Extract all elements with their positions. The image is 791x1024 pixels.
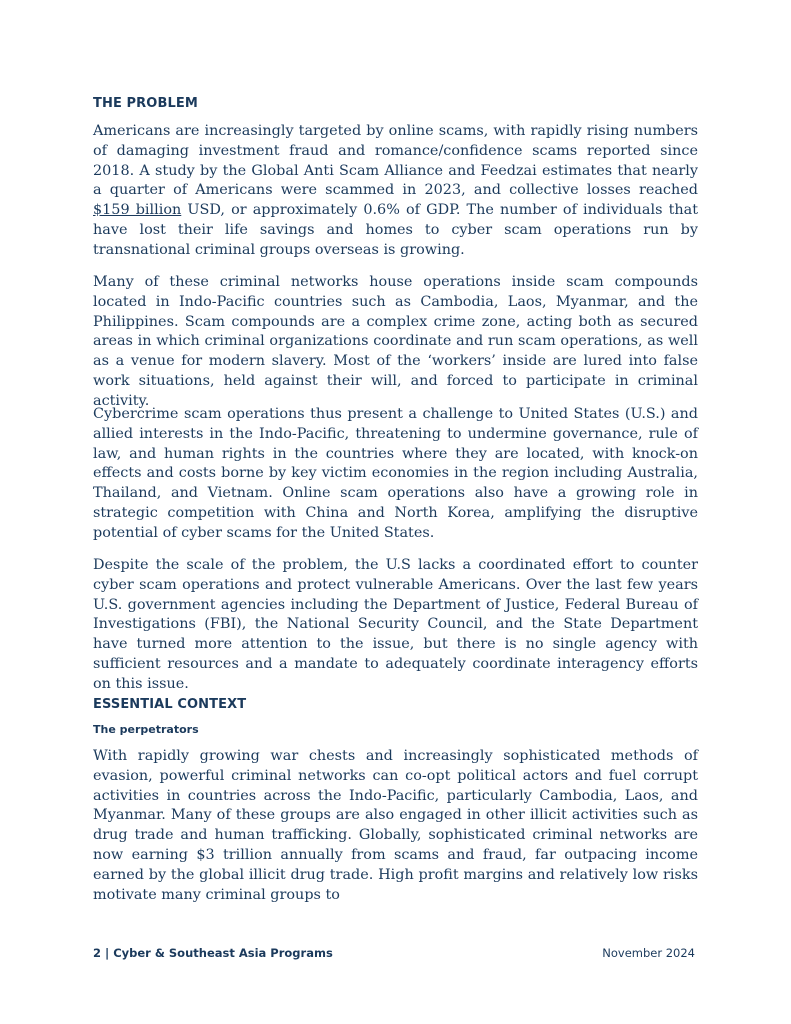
problem-paragraph-1-text-end: USD, or approximately 0.6% of GDP. The number of individuals that have lost their life savings and homes to cyber scam operations run by transnational criminal groups overseas is growing. [93,202,698,258]
context-paragraph-1: With rapidly growing war chests and increasingly sophisticated methods of evasion, powerful criminal networks can co-opt political actors and fuel corrupt activities in countries across the Indo-Pacific, particularly Cambodia, Laos, and Myanmar. Many of these groups are also engaged in other illicit activities such as drug trade and human trafficking. Globally, sophisticated criminal networks are now earning $3 trillion annually from scams and fraud, far outpacing income earned by the global illicit drug trade. High profit margins and relatively low risks motivate many criminal groups to [93,748,698,903]
footer-page-label: 2 | Cyber & Southeast Asia Programs [93,946,333,960]
section-heading-context: ESSENTIAL CONTEXT [93,697,247,712]
problem-paragraph-1 [93,122,698,261]
subheading-perpetrators: The perpetrators [93,723,199,736]
losses-link[interactable]: $159 billion [93,202,182,219]
problem-paragraph-2: Many of these criminal networks house operations inside scam compounds located in Indo-Pacific countries such as Cambodia, Laos, Myanmar, and the Philippines. Scam compounds are a complex crime zone, acting both as secured areas in which criminal organizations coordinate and run scam operations, as well as a venue for modern slavery. Most of the ‘workers’ inside are lured into false work situations, held against their will, and forced to participate in criminal activity. [93,274,698,409]
problem-paragraph-1-text-start: Americans are increasingly targeted by online scams, with rapidly rising numbers of damaging investment fraud and romance/confidence scams reported since 2018. A study by the Global Anti Scam Alliance and Feedzai estimates that nearly a quarter of Americans were scammed in 2023, and collective losses reached [93,123,698,199]
footer-date: November 2024 [602,946,695,960]
problem-paragraph-3: Cybercrime scam operations thus present a challenge to United States (U.S.) and allied interests in the Indo-Pacific, threatening to undermine governance, rule of law, and human rights in the countries where they are located, with knock-on effects and costs borne by key victim economies in the region including Australia, Thailand, and Vietnam. Online scam operations also have a growing role in strategic competition with China and North Korea, amplifying the disruptive potential of cyber scams for the United States. [93,406,698,541]
section-heading-problem: THE PROBLEM [93,96,198,111]
problem-paragraph-4: Despite the scale of the problem, the U.S lacks a coordinated effort to counter cyber scam operations and protect vulnerable Americans. Over the last few years U.S. government agencies including the Department of Justice, Federal Bureau of Investigations (FBI), the National Security Council, and the State Department have turned more attention to the issue, but there is no single agency with sufficient resources and a mandate to adequately coordinate interagency efforts on this issue. [93,557,698,692]
